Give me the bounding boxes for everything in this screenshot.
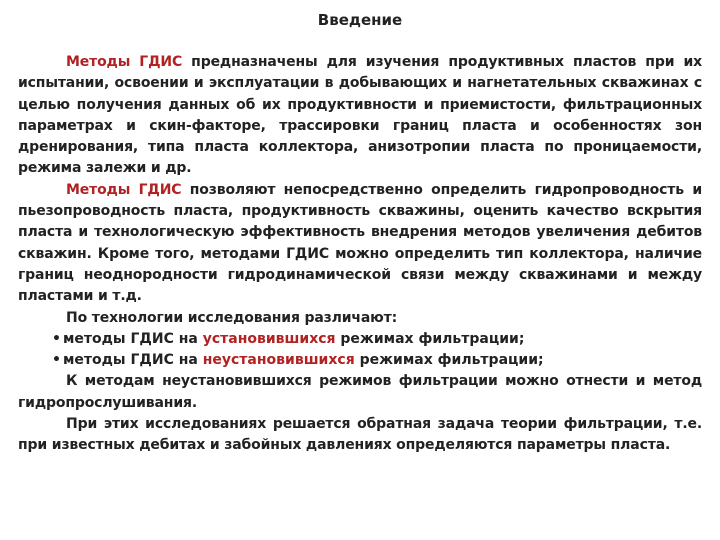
paragraph-intro-text: предназначены для изучения продуктивных пластов при их испытании, освоении и эксплуатации в добывающих и нагнетательных скважинах с целью получения данных об их продуктивности и приемистости, фильтрационных параметрах и скин-факторе, трассировки границ пласта и особенностях зон дренирования, типа пласта коллектора, анизотропии пласта по проницаемости, режима залежи и др. bbox=[18, 54, 702, 177]
paragraph-classification: По технологии исследования различают: bbox=[66, 309, 398, 326]
paragraph-intro bbox=[18, 52, 702, 180]
bullet-marker: • bbox=[52, 352, 61, 369]
paragraph-inverse-problem: При этих исследованиях решается обратная задача теории фильтрации, т.е. при известных дебитах и забойных давлениях определяются параметры пласта. bbox=[18, 416, 702, 454]
slide-title: Введение bbox=[317, 11, 403, 29]
list-item-unsteady bbox=[18, 350, 702, 371]
list-item-steady-before: методы ГДИС на bbox=[62, 330, 203, 347]
paragraph-capabilities bbox=[18, 180, 702, 308]
bullet-marker: • bbox=[52, 330, 61, 347]
paragraph-interference: К методам неустановившихся режимов фильтрации можно отнести и метод гидропрослушивания. bbox=[18, 373, 702, 411]
paragraph-capabilities-text: позволяют непосредственно определить гидропроводность и пьезопроводность пласта, продуктивность скважины, оценить качество вскрытия пласта и технологическую эффективность внедрения методов увеличения дебитов скважин. Кроме того, методами ГДИС можно определить тип коллектора, наличие границ неоднородности гидродинамической связи между скважинами и между пластами и т.д. bbox=[18, 181, 702, 305]
term-steady: установившихся bbox=[202, 330, 336, 347]
list-item-unsteady-after: режимах фильтрации; bbox=[354, 352, 544, 369]
list-item-unsteady-before: методы ГДИС на bbox=[62, 352, 203, 369]
list-item-steady-after: режимах фильтрации; bbox=[335, 330, 525, 347]
list-item-steady bbox=[18, 329, 702, 350]
term-gdis-methods: Методы ГДИС bbox=[66, 54, 183, 70]
term-unsteady: неустановившихся bbox=[202, 352, 355, 369]
term-gdis-methods-2: Методы ГДИС bbox=[66, 181, 182, 198]
